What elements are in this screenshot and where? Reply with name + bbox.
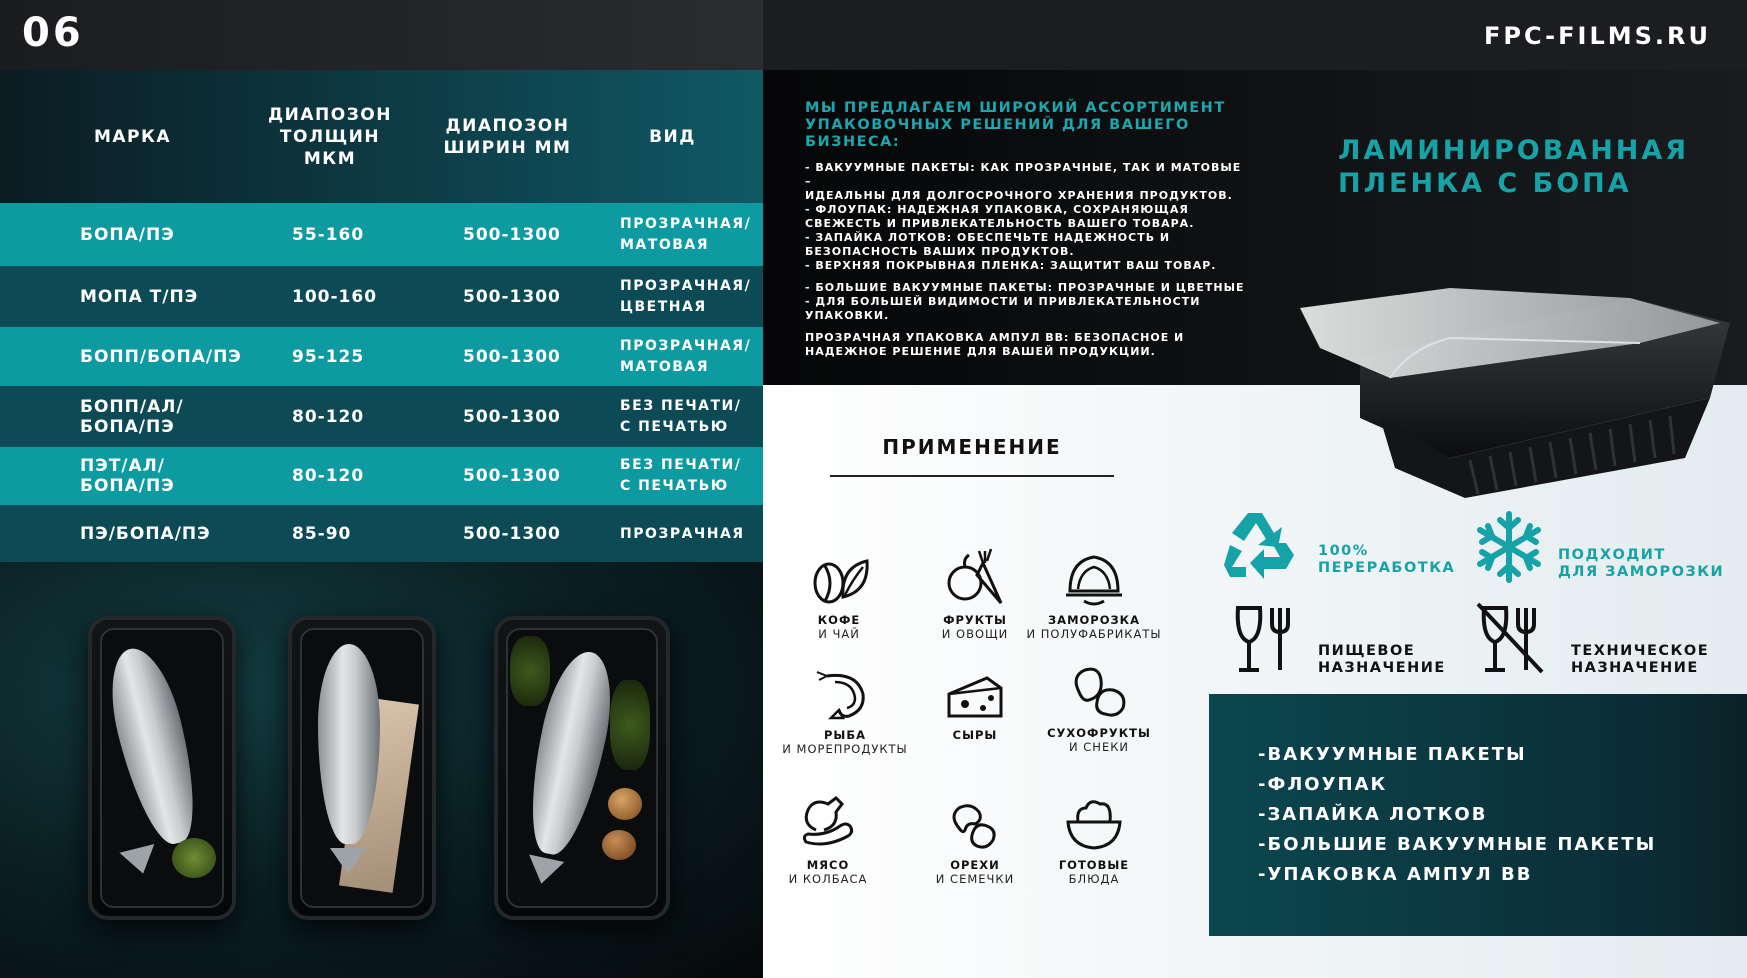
uses-list [1258,740,1656,890]
page-number: 06 [22,10,84,56]
table-row [0,327,763,386]
col-header-brand: МАРКА [93,126,172,147]
top-bar-left [0,0,763,70]
site-url[interactable]: FPC-FILMS.RU [1484,22,1711,50]
fish-tray-3 [494,616,670,920]
offer-line: БЕЗОПАСНОСТЬ ВАШИХ ПРОДУКТОВ. [805,245,1075,258]
fish-tray-1 [88,616,236,920]
dried-fruit-icon [1067,662,1131,720]
offer-line [805,273,1245,281]
cell-brand: МОПА Т/ПЭ [80,286,199,307]
table-row [0,203,763,266]
dumplings-icon [1062,551,1126,607]
product-title: ЛАМИНИРОВАННАЯ ПЛЕНКА С БОПА [1338,135,1690,199]
cell-type: ПРОЗРАЧНАЯ [620,525,745,542]
cell-thickness: 85-90 [292,524,352,544]
shrimp-icon [813,668,877,722]
cell-type: ПРОЗРАЧНАЯ/ МАТОВАЯ [620,215,752,253]
cell-width: 500-1300 [463,346,561,367]
uses-item: -ВАКУУМНЫЕ ПАКЕТЫ [1258,744,1527,765]
table-row [0,447,763,505]
ready-meal-icon [1062,796,1126,852]
cell-width: 500-1300 [463,524,561,544]
col-header-thickness: ДИАПОЗОН ТОЛЩИН МКМ [268,104,392,169]
uses-item: -ФЛОУПАК [1258,774,1388,795]
feature-technical-text: ТЕХНИЧЕСКОЕ НАЗНАЧЕНИЕ [1571,643,1710,676]
feature-recycle-text: 100% ПЕРЕРАБОТКА [1318,543,1456,576]
app-coffee-tea: КОФЕ И ЧАЙ [759,553,919,641]
offer-line: ПРОЗРАЧНАЯ УПАКОВКА АМПУЛ ВВ: БЕЗОПАСНОЕ И [805,331,1185,344]
cell-type: БЕЗ ПЕЧАТИ/ С ПЕЧАТЬЮ [620,397,742,435]
offer-line: - БОЛЬШИЕ ВАКУУМНЫЕ ПАКЕТЫ: ПРОЗРАЧНЫЕ И ЦВЕТНЫЕ [805,281,1245,294]
cell-brand: БОПП/АЛ/ БОПА/ПЭ [80,396,184,437]
uses-item: -БОЛЬШИЕ ВАКУУМНЫЕ ПАКЕТЫ [1258,834,1657,855]
col-header-type: ВИД [649,126,696,147]
offer-text [805,100,1245,359]
cell-brand: БОПА/ПЭ [80,224,175,245]
cell-type: ПРОЗРАЧНАЯ/ МАТОВАЯ [620,337,752,375]
offer-line: СВЕЖЕСТЬ И ПРИВЛЕКАТЕЛЬНОСТЬ ВАШЕГО ТОВАРА. [805,217,1195,230]
offer-line: - ФЛОУПАК: НАДЕЖНАЯ УПАКОВКА, СОХРАНЯЮЩАЯ [805,203,1189,216]
cell-thickness: 100-160 [292,286,378,307]
table-row [0,505,763,563]
product-tray-image [1300,288,1730,503]
feature-food-text: ПИЩЕВОЕ НАЗНАЧЕНИЕ [1318,643,1446,676]
app-dried-fruit: СУХОФРУКТЫ И СНЕКИ [1019,662,1179,754]
app-ready-meals: ГОТОВЫЕ БЛЮДА [1014,796,1174,886]
cell-type: БЕЗ ПЕЧАТИ/ С ПЕЧАТЬЮ [620,457,742,494]
product-photo [0,562,763,978]
fish-tray-2 [288,616,436,920]
offer-line: НАДЕЖНОЕ РЕШЕНИЕ ДЛЯ ВАШЕЙ ПРОДУКЦИИ. [805,345,1156,358]
nuts-icon [943,798,1007,852]
cell-brand: БОПП/БОПА/ПЭ [80,346,242,367]
application-heading: ПРИМЕНЕНИЕ [882,435,1062,459]
offer-line: - ВЕРХНЯЯ ПОКРЫВНАЯ ПЛЕНКА: ЗАЩИТИТ ВАШ ТОВАР. [805,259,1217,272]
uses-item: -ЗАПАЙКА ЛОТКОВ [1258,804,1488,825]
not-food-grade-icon [1474,600,1546,676]
cell-thickness: 80-120 [292,406,365,427]
cell-width: 500-1300 [463,466,561,486]
application-underline [830,475,1114,477]
cell-brand: ПЭТ/АЛ/ БОПА/ПЭ [80,456,175,496]
cell-width: 500-1300 [463,406,561,427]
cell-thickness: 80-120 [292,466,365,486]
table-header [0,70,763,203]
col-header-width: ДИАПОЗОН ШИРИН ММ [443,115,572,158]
cell-thickness: 95-125 [292,346,365,367]
offer-line [805,323,1245,331]
coffee-tea-icon [807,553,871,607]
offer-line: - ДЛЯ БОЛЬШЕЙ ВИДИМОСТИ И ПРИВЛЕКАТЕЛЬНОСТИ [805,295,1201,308]
offer-line: УПАКОВКИ. [805,309,890,322]
uses-item: -УПАКОВКА АМПУЛ ВВ [1258,864,1533,885]
recycle-icon [1222,507,1298,581]
table-row [0,386,763,447]
app-fish-seafood: РЫБА И МОРЕПРОДУКТЫ [765,668,925,756]
table-row [0,266,763,327]
offer-heading: МЫ ПРЕДЛАГАЕМ ШИРОКИЙ АССОРТИМЕНТ УПАКОВОЧНЫХ РЕШЕНИЙ ДЛЯ ВАШЕГО БИЗНЕСА: [805,100,1226,150]
offer-line: ИДЕАЛЬНЫ ДЛЯ ДОЛГОСРОЧНОГО ХРАНЕНИЯ ПРОДУКТОВ. [805,189,1233,202]
offer-line: - ВАКУУМНЫЕ ПАКЕТЫ: КАК ПРОЗРАЧНЫЕ, ТАК И МАТОВЫЕ – [805,161,1242,188]
meat-sausage-icon [796,790,860,852]
cell-width: 500-1300 [463,286,561,307]
app-frozen: ЗАМОРОЗКА И ПОЛУФАБРИКАТЫ [1014,551,1174,641]
feature-freeze-text: ПОДХОДИТ ДЛЯ ЗАМОРОЗКИ [1558,547,1725,580]
app-meat-sausage: МЯСО И КОЛБАСА [748,790,908,886]
app-cheese: СЫРЫ [895,674,1055,742]
cell-type: ПРОЗРАЧНАЯ/ ЦВЕТНАЯ [620,277,752,315]
app-fruits-vegetables: ФРУКТЫ И ОВОЩИ [895,545,1055,641]
food-grade-icon [1234,604,1294,674]
fruits-vegetables-icon [943,545,1007,607]
cell-width: 500-1300 [463,224,561,245]
snowflake-icon [1474,510,1544,584]
offer-line: - ЗАПАЙКА ЛОТКОВ: ОБЕСПЕЧЬТЕ НАДЕЖНОСТЬ И [805,231,1171,244]
cheese-icon [943,674,1007,722]
app-nuts: ОРЕХИ И СЕМЕЧКИ [895,798,1055,886]
cell-brand: ПЭ/БОПА/ПЭ [80,524,211,544]
cell-thickness: 55-160 [292,224,365,245]
